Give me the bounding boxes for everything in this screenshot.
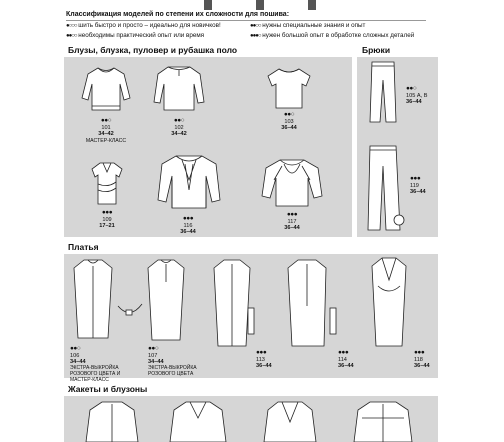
model-107-note: ЭКСТРА-ВЫКРОЙКА РОЗОВОГО ЦВЕТА	[148, 365, 197, 377]
model-103-drawing	[264, 66, 314, 112]
model-101-drawing	[80, 64, 132, 116]
model-117-caption: ●●● 117 36–44	[284, 211, 300, 231]
model-107-caption: ●●○ 107 34–44	[148, 345, 164, 365]
model-116-drawing	[156, 150, 222, 214]
model-106-note: ЭКСТРА-ВЫКРОЙКА РОЗОВОГО ЦВЕТА И МАСТЕР-КЛАСС	[70, 365, 121, 383]
model-106-drawing	[72, 258, 114, 344]
model-109-drawing	[90, 160, 124, 208]
model-102-caption: ●●○ 102 34–42	[171, 117, 187, 137]
legend-title: Классификация моделей по степени их сложности для пошива:	[66, 10, 426, 21]
model-101-caption: ●●○ 101 34–42 МАСТЕР-КЛАСС	[85, 117, 127, 144]
model-103-caption: ●●○ 103 36–44	[281, 111, 297, 131]
jacket-2-drawing	[168, 398, 228, 442]
section-title-trousers: Брюки	[362, 45, 391, 55]
legend-item: ●●○○ необходимы практический опыт или время	[66, 32, 205, 39]
model-116-caption: ●●● 116 36–44	[180, 215, 196, 235]
model-105-caption: ●●○ 105 А, В 36–44	[406, 85, 428, 105]
difficulty-legend	[66, 10, 426, 41]
belt-106-drawing	[116, 300, 144, 322]
model-105-drawing	[368, 60, 398, 126]
legend-item: ●○○○ шить быстро и просто – идеально для новичков!	[66, 22, 221, 29]
model-106-caption: ●●○ 106 34–44	[70, 345, 86, 365]
model-107-drawing	[146, 258, 186, 346]
model-109-caption: ●●● 109 17–21	[99, 209, 115, 229]
legend-item: ●●●○ нужен большой опыт в обработке сложных деталей	[250, 32, 415, 39]
model-119-drawing	[366, 144, 406, 234]
section-title-jackets: Жакеты и блузоны	[68, 384, 148, 394]
model-102-drawing	[152, 62, 206, 116]
model-114-drawing	[286, 258, 340, 350]
jacket-1-drawing	[84, 398, 140, 442]
model-114-caption: ●●● 114 36–44	[338, 349, 354, 369]
legend-item: ●●○○ нужны специальные знания и опыт	[250, 22, 366, 29]
section-title-blouses: Блузы, блузка, пуловер и рубашка поло	[68, 45, 238, 55]
model-117-drawing	[260, 156, 324, 210]
model-118-caption: ●●● 118 36–44	[414, 349, 430, 369]
model-113-caption: ●●● 113 36–44	[256, 349, 272, 369]
model-113-drawing	[210, 258, 258, 350]
section-title-dresses: Платья	[68, 242, 99, 252]
jacket-4-drawing	[352, 398, 414, 442]
jacket-3-drawing	[262, 398, 318, 442]
model-119-caption: ●●● 119 36–44	[410, 175, 426, 195]
header-graphic	[204, 0, 324, 10]
model-118-drawing	[368, 256, 412, 350]
